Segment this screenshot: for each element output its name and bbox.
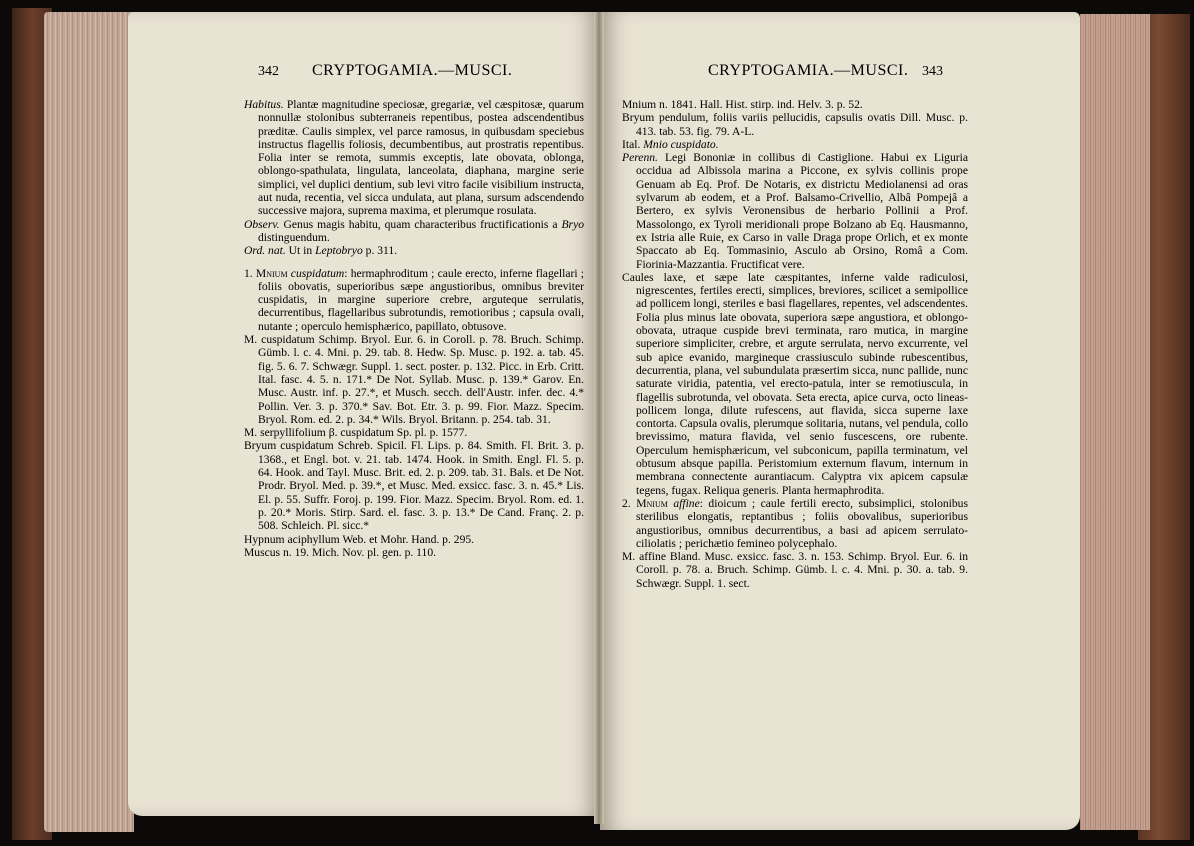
- right-page-number: 343: [922, 64, 943, 79]
- ord-nat-text-2: p. 311.: [362, 244, 398, 258]
- synonym-hypnum: Hypnum aciphyllum Web. et Mohr. Hand. p. 295.: [244, 532, 475, 546]
- page-edges-right: [1080, 14, 1150, 830]
- synonym-cuspidatum: M. cuspidatum Schimp. Bryol. Eur. 6. in Coroll. p. 78. Bruch. Schimp. Gümb. l. c. 4. Mni. p. 29. tab. 8. Hedw. Sp. Musc. p. 192. a. tab. 45. fig. 5. 6. 7. Schwægr. Suppl. 1. sect. poster. p. 132. Picc. in Erb. Critt. Ital. fasc. 4. 5. n. 171.* De Not. Syllab. Musc. p. 139.* Garov. En. Musc. Austr. inf. p. 27.*, et Musch. secch. dell'Austr. infer. dec. 4.* Pollin. Ver. 3. p. 370.* Sav. Bot. Etr. 3. p. 99. Fior. Mazz. Specim. Bryol. Rom. ed. 2. p. 34.* Wils. Bryol. Britann. p. 254. tab. 31.: [244, 333, 584, 426]
- right-running-head: CRYPTOGAMIA.—MUSCI.: [708, 62, 909, 79]
- left-running-head: CRYPTOGAMIA.—MUSCI.: [312, 62, 513, 79]
- left-page-number: 342: [258, 64, 279, 79]
- species-2-description: [622, 497, 968, 550]
- ital-label: Ital.: [622, 137, 641, 151]
- habitus-paragraph: [244, 98, 584, 218]
- ord-nat-label: Ord. nat.: [244, 244, 286, 258]
- ital-value: Mnio cuspidato.: [643, 137, 719, 151]
- species-1-description: [244, 267, 584, 333]
- species-2-text: : dioicum ; caule fertili erecto, subsimplici, stolonibus sterilibus elongatis, reptantibus ; foliis obovalibus, superioribus angustioribus, omnibus decurrentibus, a basi ad apicem serrulato-ciliolatis ; perichætio femineo polycephalo.: [636, 496, 968, 550]
- habitus-text: Plantæ magnitudine speciosæ, gregariæ, vel cæspitosæ, quarum nonnullæ stolonibus subterraneis repentibus, postea adscendentibus præditæ. Caulis simplex, vel parce ramosus, in quibusdam speciebus instructus flagellis foliosis, decumbentibus, aut prostratis repentibus. Folia inter se remota, summis exceptis, late obovata, oblonga, oblongo-spathulata, lingulata, lanceolata, diaphana, margine serie simplici, vel duplici dentium, sub levi vitro facile visibilium instructa, aut nuda, recentia, vel sicca undulata, aut plana, sursum adscendendo successive majora, suprema maxima, et plerumque rosulata.: [258, 98, 584, 218]
- observ-text-1: Genus magis habitu, quam characteribus fructificationis a: [283, 217, 562, 231]
- synonym-affine: M. affine Bland. Musc. exsicc. fasc. 3. n. 153. Schimp. Bryol. Eur. 6. in Coroll. p. 78. a. Bruch. Schimp. Gümb. l. c. 4. Mni. p. 30. a. tab. 9. Schwægr. Suppl. 1. sect.: [622, 550, 968, 590]
- synonym-bryum: Bryum cuspidatum Schreb. Spicil. Fl. Lips. p. 84. Smith. Fl. Brit. 3. p. 1368., et Engl. bot. v. 21. tab. 1474. Hook. in Smith. Engl. Fl. 5. p. 64. Hook. and Tayl. Musc. Brit. ed. 2. p. 209. tab. 31. Bals. et De Not. Prodr. Bryol. Med. p. 39.*, et Musc. Med. exsicc. fasc. 3. n. 45.* Lis. El. p. 55. Suffr. Foroj. p. 199. Fior. Mazz. Specim. Bryol. Rom. ed. 1. p. 20.* Moris. Stirp. Sard. el. fasc. 3. p. 13.* De Cand. Franç. 2. p. 508. Schleich. Pl. sicc.*: [244, 439, 584, 533]
- left-text-column: [244, 98, 584, 559]
- species-1-number: 1.: [244, 266, 253, 280]
- book-gutter: [594, 12, 604, 824]
- species-2-genus: Mnium: [636, 496, 668, 510]
- synonym-muscus: Muscus n. 19. Mich. Nov. pl. gen. p. 110.: [244, 545, 437, 559]
- page-edges-left: [44, 12, 134, 832]
- synonym-bryum-pendulum: Bryum pendulum, foliis variis pellucidis, capsulis ovatis Dill. Musc. p. 413. tab. 53. fig. 79. A-L.: [622, 111, 968, 138]
- habitus-label: Habitus.: [244, 98, 284, 111]
- ord-nat-paragraph: [244, 244, 584, 257]
- observ-label: Observ.: [244, 217, 280, 231]
- observ-paragraph: [244, 218, 584, 245]
- perenn-label: Perenn.: [622, 151, 658, 165]
- species-2-epithet: affine: [673, 496, 700, 510]
- species-1-epithet: cuspidatum: [290, 266, 345, 280]
- perenn-text: Legi Bononiæ in collibus di Castiglione. Habui ex Liguria occidua ad Albissola marina a Piccone, ex sylvis collinis prope Genuam ab Eq. Prof. De Notaris, ex districtu Mediolanensi ad oras sylvarum ab eodem, et a Prof. Balsamo-Crivellio, Albâ Pompejâ a Bertero, ex sylvis Veronensibus de herbario Pollinii a Prof. Massolongo, ex Tyroli meridionali prope Bolzano ab Eq. Hausmanno, ex Istria alle Ruie, ex Carso in valle Draga prope Orlich, et ex monte Spaccato ab Eq. Tommasinio, Asculo ab Orsino, Româ a Com. Fiorinia-Mazzantia. Fructificat vere.: [636, 151, 968, 271]
- synonym-mnium: Mnium n. 1841. Hall. Hist. stirp. ind. Helv. 3. p. 52.: [622, 98, 863, 111]
- caules-paragraph: Caules laxe, et sæpe late cæspitantes, inferne valde radiculosi, nigrescentes, fertiles erecti, simplices, breviores, scilicet a semipollice ad pollicem longi, steriles e basi flagellares, repentes, vel adscendentes. Folia plus minus late obovata, superiora sæpe angustiora, et oblongo-obovata, utraque cuspide brevi terminata, raro mutica, in margine superiore simpliciter, crebre, et argute serrulata, nervo excurrente, vel sub apice evanido, margineque crassiusculo subinde rubescentibus, decurrentia, plana, vel subundulata præsertim sicca, nunc pallide, nunc saturate viridia, patentia, vel erecto-patula, inter se remotiuscula, in flagellis subrotunda, vel obovata. Seta erecta, apice curva, octo lineas-pollicem longa, dilute rufescens, aut flavida, sicca superne laxe contorta. Capsula ovalis, plerumque solitaria, nutans, vel pendula, collo brevissimo, matura flavida, vel senio fuscescens, ore rubente. Operculum hemisphæricum, vel subconicum, papilla terminatum, vel obtusum absque papilla. Peristomium externum flavum, internum in membrana connectente aurantiacum. Calyptra vix apicem capsulæ tegens, fugax. Reliqua generis. Planta hermaphrodita.: [622, 270, 968, 497]
- observ-genus: Bryo: [561, 217, 585, 231]
- species-2-number: 2.: [622, 496, 631, 510]
- ord-nat-text-1: Ut in: [288, 244, 316, 258]
- ord-nat-genus: Leptobryo: [315, 244, 363, 258]
- species-1-text: : hermaphroditum ; caule erecto, inferne flagellari ; foliis obovatis, superioribus sæpe angustioribus, omnibus breviter cuspidatis, in margine superiore crebre, arguteque serrulatis, decurrentibus, flagellaribus subrotundis, remotioribus ; capsula ovali, nutante ; operculo hemisphærico, papillato, obtusove.: [258, 266, 584, 333]
- observ-text-2: distinguendum.: [258, 230, 330, 244]
- ital-name: [622, 138, 968, 151]
- perenn-paragraph: [622, 151, 968, 271]
- synonym-serpyllifolium: M. serpyllifolium β. cuspidatum Sp. pl. p. 1577.: [244, 426, 468, 440]
- right-text-column: [622, 98, 968, 590]
- species-1-genus: Mnium: [255, 266, 288, 280]
